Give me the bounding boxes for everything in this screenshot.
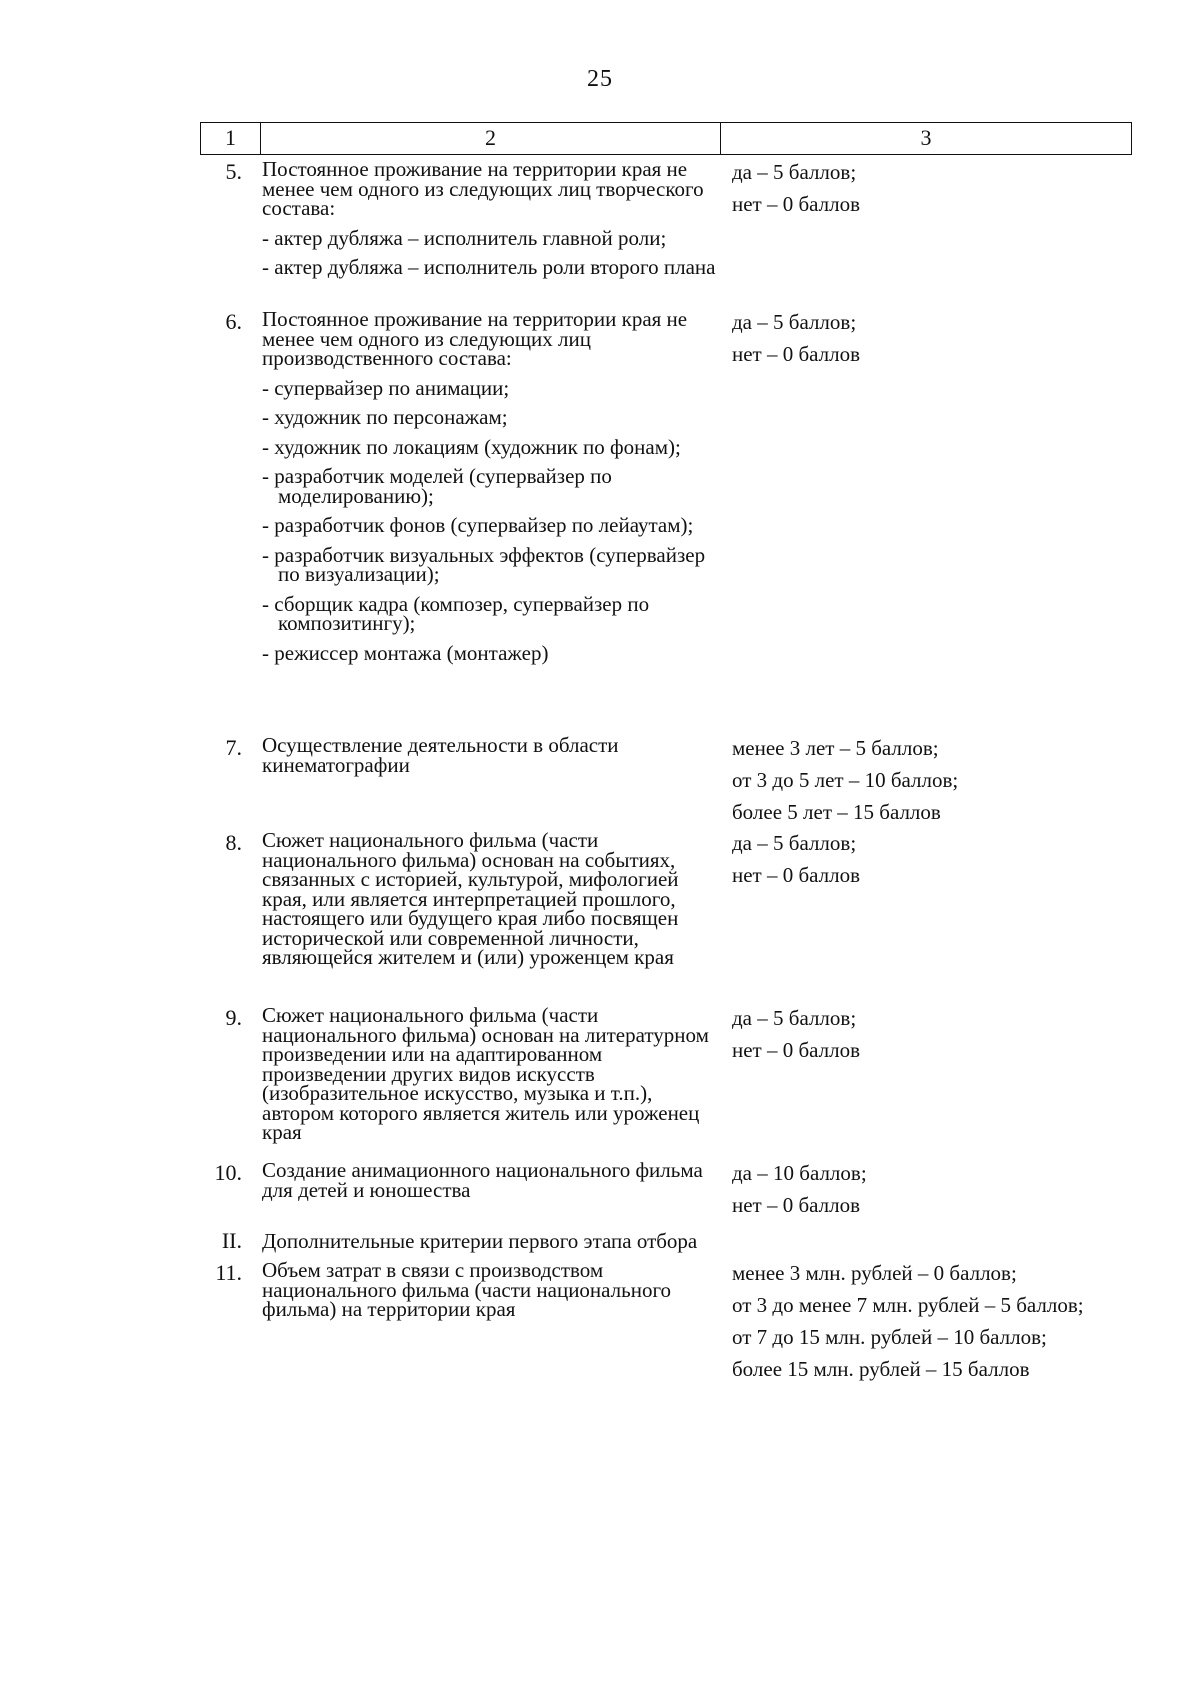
criterion-text: Создание анимационного национального фильма для детей и юношества	[262, 1158, 703, 1202]
row-number: 5.	[225, 159, 242, 184]
criterion-cell	[262, 1258, 726, 1321]
table-row	[200, 1158, 1160, 1229]
score-line: да – 5 баллов;	[732, 310, 857, 334]
score-cell	[726, 310, 1160, 374]
score-line: нет – 0 баллов	[732, 1038, 861, 1062]
table-row	[200, 307, 1160, 736]
score-line: нет – 0 баллов	[732, 863, 861, 887]
criterion-cell	[262, 1003, 726, 1144]
table-row	[200, 1003, 1160, 1161]
row-number: 10.	[214, 1160, 242, 1185]
score-line: от 3 до менее 7 млн. рублей – 5 баллов;	[732, 1293, 1084, 1317]
row-number: 11.	[215, 1260, 242, 1285]
score-line: более 15 млн. рублей – 15 баллов	[732, 1357, 1030, 1381]
criterion-subitem: - супервайзер по анимации;	[262, 375, 510, 400]
table-row	[200, 1258, 1160, 1391]
criterion-cell	[262, 307, 726, 665]
criterion-text: Сюжет национального фильма (части национального фильма) основан на литературном произведении или на адаптированном произведении других видов искусств (изобразительное искусство, музыка и т.п.), автором которого является житель или уроженец края	[262, 1003, 709, 1144]
score-line: нет – 0 баллов	[732, 342, 861, 366]
page-number: 25	[587, 66, 613, 92]
criterion-subitem: - сборщик кадра (композер, супервайзер по композитингу);	[262, 591, 650, 635]
section-row	[200, 1229, 1160, 1261]
score-cell	[726, 1006, 1160, 1070]
criterion-text: Объем затрат в связи с производством национального фильма (части национального фильма) на территории края	[262, 1258, 672, 1321]
criterion-subitem: - актер дубляжа – исполнитель главной роли;	[262, 225, 667, 250]
row-number: 6.	[225, 309, 242, 334]
criterion-text: Осуществление деятельности в области кинематографии	[262, 733, 619, 777]
criterion-text: Сюжет национального фильма (части национального фильма) основан на событиях, связанных с историей, культурой, мифологией края, или является интерпретацией прошлого, настоящего или будущего края либо посвящен исторической или современной личности, являющейся жителем и (или) уроженцем края	[262, 828, 679, 969]
criterion-subitem: - художник по локациям (художник по фонам);	[262, 434, 681, 459]
score-line: от 3 до 5 лет – 10 баллов;	[732, 768, 959, 792]
header-col-2: 2	[261, 123, 721, 154]
criterion-subitem: - художник по персонажам;	[262, 405, 508, 429]
score-cell	[726, 160, 1160, 224]
criterion-cell	[262, 733, 726, 777]
score-line: да – 5 баллов;	[732, 1006, 857, 1030]
score-line: да – 10 баллов;	[732, 1161, 867, 1185]
score-line: более 5 лет – 15 баллов	[732, 800, 941, 824]
score-cell	[726, 1261, 1160, 1389]
table-header	[200, 122, 1132, 155]
criterion-subitem: - разработчик моделей (супервайзер по моделированию);	[262, 464, 612, 508]
score-line: нет – 0 баллов	[732, 1193, 861, 1217]
section-title: Дополнительные критерии первого этапа отбора	[262, 1229, 698, 1253]
score-line: да – 5 баллов;	[732, 831, 857, 855]
criterion-subitem: - режиссер монтажа (монтажер)	[262, 640, 549, 665]
row-number: 7.	[225, 735, 242, 760]
score-line: от 7 до 15 млн. рублей – 10 баллов;	[732, 1325, 1047, 1349]
score-cell	[726, 736, 1160, 832]
criterion-cell	[262, 828, 726, 969]
criterion-cell	[262, 157, 726, 279]
score-cell	[726, 1161, 1160, 1225]
criterion-subitem: - разработчик фонов (супервайзер по лейаутам);	[262, 513, 694, 537]
header-col-3: 3	[920, 125, 932, 150]
score-line: менее 3 лет – 5 баллов;	[732, 736, 939, 760]
score-line: менее 3 млн. рублей – 0 баллов;	[732, 1261, 1017, 1285]
criterion-text: Постоянное проживание на территории края не менее чем одного из следующих лиц производственного состава:	[262, 307, 688, 370]
criterion-subitem: - актер дубляжа – исполнитель роли второго плана	[262, 255, 716, 279]
criteria-table-body	[200, 157, 1160, 1391]
header-col-1: 1	[201, 123, 261, 154]
table-row	[200, 733, 1160, 831]
criterion-subitem: - разработчик визуальных эффектов (супервайзер по визуализации);	[262, 542, 706, 586]
table-row	[200, 157, 1160, 310]
row-number: 9.	[225, 1005, 242, 1030]
criterion-cell	[262, 1158, 726, 1202]
score-line: нет – 0 баллов	[732, 192, 861, 216]
criterion-text: Постоянное проживание на территории края не менее чем одного из следующих лиц творческого состава:	[262, 157, 704, 220]
table-row	[200, 828, 1160, 1006]
row-number: 8.	[225, 830, 242, 855]
score-cell	[726, 831, 1160, 895]
score-line: да – 5 баллов;	[732, 160, 857, 184]
section-number: II.	[221, 1228, 242, 1253]
